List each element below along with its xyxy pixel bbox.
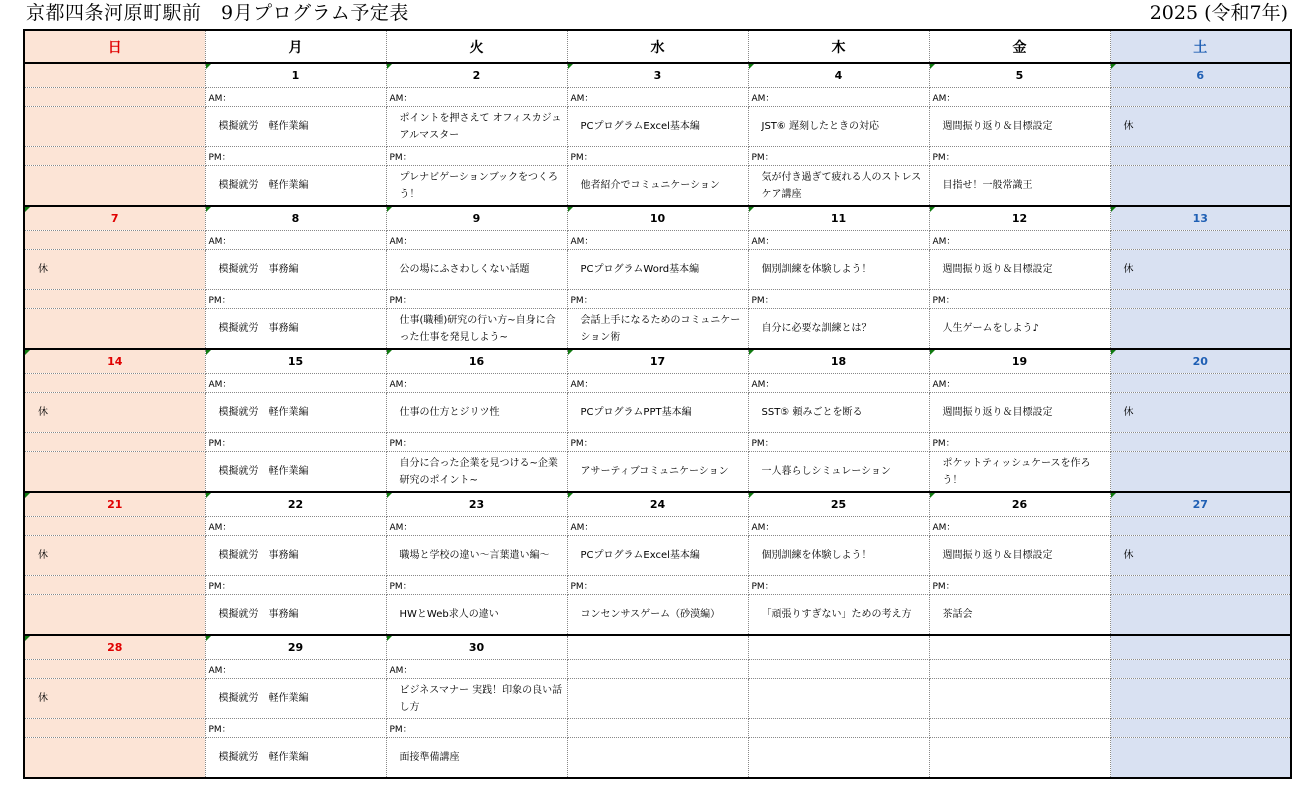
week-date-row [24,63,1291,88]
pm-program-row [24,738,1291,779]
pm-label-cell: PM： [929,290,1110,309]
day-number: 27 [1192,498,1208,511]
am-program-cell: 個別訓練を体験しよう！ [748,536,929,576]
pm-program-cell [24,166,205,207]
cell-comment-marker [387,350,392,355]
day-number: 17 [649,355,666,368]
am-label-cell: AM： [386,231,567,250]
cell-comment-marker [25,636,30,641]
pm-program-cell [24,738,205,779]
day-number: 1 [291,69,300,82]
day-number-cell [24,492,205,517]
pm-label-row [24,576,1291,595]
am-label-cell [929,660,1110,679]
am-label-cell [1110,374,1291,393]
am-program-cell: 週間振り返り＆目標設定 [929,393,1110,433]
pm-program-cell: 自分に必要な訓練とは？ [748,309,929,350]
cell-comment-marker [206,636,211,641]
pm-program-cell [24,452,205,493]
weekday-header: 木 [748,30,929,63]
day-number: 10 [649,212,666,225]
pm-label-cell [1110,719,1291,738]
pm-program-row [24,452,1291,493]
cell-comment-marker [749,64,754,69]
am-label-cell [748,660,929,679]
pm-label-cell [748,719,929,738]
pm-label-cell: PM： [929,147,1110,166]
week-date-row [24,206,1291,231]
cell-comment-marker [930,64,935,69]
am-label-cell [1110,88,1291,107]
pm-label-cell [24,290,205,309]
pm-program-cell: 仕事(職種)研究の行い方~自身に合った仕事を発見しよう~ [386,309,567,350]
day-number: 16 [468,355,485,368]
day-number: 21 [107,498,123,511]
day-number-cell [205,349,386,374]
day-number-cell [929,635,1110,660]
cell-comment-marker [387,64,392,69]
am-program-cell: 職場と学校の違い～言葉遣い編～ [386,536,567,576]
pm-label-cell [24,576,205,595]
day-number: 28 [107,641,123,654]
pm-program-cell [1110,738,1291,779]
pm-program-cell: 模擬就労 軽作業編 [205,738,386,779]
day-number-cell [1110,349,1291,374]
am-label-cell [24,374,205,393]
am-label-cell: AM： [929,517,1110,536]
am-program-cell: 休 [24,393,205,433]
cell-comment-marker [749,493,754,498]
am-label-cell: AM： [386,374,567,393]
day-number: 30 [468,641,485,654]
day-number: 13 [1192,212,1208,225]
schedule-calendar [23,29,1292,779]
week-date-row [24,349,1291,374]
day-number-cell [929,349,1110,374]
pm-label-cell: PM： [386,147,567,166]
pm-label-cell: PM： [567,147,748,166]
pm-program-cell: 「頑張りすぎない」ための考え方 [748,595,929,636]
pm-label-cell: PM： [567,576,748,595]
day-number: 26 [1011,498,1028,511]
pm-program-cell: 人生ゲームをしよう♪ [929,309,1110,350]
week-date-row [24,635,1291,660]
am-label-cell: AM： [386,517,567,536]
pm-label-cell: PM： [748,576,929,595]
pm-program-cell [1110,595,1291,636]
am-program-cell: 休 [24,250,205,290]
day-number: 24 [649,498,666,511]
pm-label-cell [567,719,748,738]
am-program-cell: JST⑥ 遅刻したときの対応 [748,107,929,147]
day-number-cell [24,635,205,660]
pm-label-cell [929,719,1110,738]
day-number: 3 [653,69,662,82]
cell-comment-marker [1111,493,1116,498]
weekday-header-row [24,30,1291,63]
pm-label-row [24,147,1291,166]
am-program-cell: 週間振り返り＆目標設定 [929,107,1110,147]
pm-label-cell: PM： [205,719,386,738]
day-number: 15 [287,355,304,368]
cell-comment-marker [25,207,30,212]
am-label-cell: AM： [748,88,929,107]
day-number: 22 [287,498,304,511]
day-number-cell [386,63,567,88]
weekday-header: 月 [205,30,386,63]
pm-program-cell [929,738,1110,779]
am-label-cell: AM： [748,231,929,250]
am-label-cell: AM： [929,88,1110,107]
am-program-cell: 週間振り返り＆目標設定 [929,536,1110,576]
am-label-cell: AM： [929,374,1110,393]
day-number-cell [205,635,386,660]
pm-program-row [24,166,1291,207]
pm-label-cell [24,719,205,738]
day-number-cell [567,63,748,88]
cell-comment-marker [387,207,392,212]
am-label-cell [1110,660,1291,679]
day-number-cell [386,492,567,517]
day-number-cell [205,206,386,231]
pm-program-cell: 目指せ！一般常識王 [929,166,1110,207]
day-number-cell [24,349,205,374]
pm-program-cell: 会話上手になるためのコミュニケーション術 [567,309,748,350]
cell-comment-marker [568,207,573,212]
day-number-cell [748,206,929,231]
cell-comment-marker [930,207,935,212]
pm-label-row [24,433,1291,452]
pm-program-cell [1110,309,1291,350]
pm-label-cell [1110,147,1291,166]
weekday-header: 土 [1110,30,1291,63]
weekday-header: 水 [567,30,748,63]
am-program-cell: 休 [1110,536,1291,576]
cell-comment-marker [25,493,30,498]
cell-comment-marker [1111,350,1116,355]
pm-label-cell: PM： [386,433,567,452]
day-number-cell [929,492,1110,517]
day-number-cell [386,635,567,660]
pm-program-cell: 自分に合った企業を見つける~企業研究のポイント~ [386,452,567,493]
am-program-cell: 休 [24,536,205,576]
am-program-cell: 模擬就労 軽作業編 [205,393,386,433]
am-program-cell: 週間振り返り＆目標設定 [929,250,1110,290]
am-label-cell [24,660,205,679]
am-program-cell: 休 [1110,393,1291,433]
cell-comment-marker [930,493,935,498]
day-number-cell [748,63,929,88]
day-number-cell [748,635,929,660]
day-number: 20 [1192,355,1208,368]
am-label-cell: AM： [205,660,386,679]
day-number: 2 [472,69,481,82]
day-number-cell [386,206,567,231]
pm-program-cell: 模擬就労 軽作業編 [205,166,386,207]
pm-label-cell: PM： [567,433,748,452]
pm-label-cell: PM： [929,576,1110,595]
am-program-cell [24,107,205,147]
pm-program-row [24,309,1291,350]
pm-program-cell [1110,452,1291,493]
pm-label-cell: PM： [567,290,748,309]
am-label-row [24,374,1291,393]
pm-label-cell: PM： [748,433,929,452]
pm-program-cell [567,738,748,779]
weekday-header: 日 [24,30,205,63]
day-number-cell [748,349,929,374]
day-number: 9 [472,212,481,225]
am-program-cell: PCプログラムExcel基本編 [567,107,748,147]
pm-label-cell: PM： [386,290,567,309]
am-program-cell: 休 [1110,250,1291,290]
year-label: 2025 (令和7年) [1149,2,1288,24]
day-number-cell [1110,206,1291,231]
cell-comment-marker [206,493,211,498]
day-number: 7 [110,212,119,225]
pm-program-cell: ポケットティッシュケースを作ろう！ [929,452,1110,493]
pm-program-cell: 面接準備講座 [386,738,567,779]
day-number-cell [567,635,748,660]
pm-label-cell [1110,576,1291,595]
am-program-cell: 模擬就労 軽作業編 [205,107,386,147]
day-number: 18 [830,355,847,368]
cell-comment-marker [568,493,573,498]
week-date-row [24,492,1291,517]
day-number-cell [1110,635,1291,660]
pm-label-cell: PM： [386,719,567,738]
am-label-cell [24,88,205,107]
am-label-cell: AM： [567,231,748,250]
pm-label-cell: PM： [748,147,929,166]
cell-comment-marker [1111,207,1116,212]
am-program-row [24,107,1291,147]
page-title: 京都四条河原町駅前 9月プログラム予定表 [26,2,409,24]
pm-label-row [24,719,1291,738]
am-program-cell: ポイントを押さえて オフィスカジュアルマスター [386,107,567,147]
day-number-cell [1110,63,1291,88]
weekday-header: 火 [386,30,567,63]
day-number-cell [567,492,748,517]
am-program-cell: PCプログラムExcel基本編 [567,536,748,576]
am-program-cell: 模擬就労 軽作業編 [205,679,386,719]
day-number-cell [1110,492,1291,517]
day-number: 6 [1196,69,1205,82]
am-program-row [24,250,1291,290]
day-number: 5 [1015,69,1024,82]
am-program-cell [929,679,1110,719]
day-number: 25 [830,498,847,511]
pm-program-cell: プレナビゲーションブックをつくろう！ [386,166,567,207]
am-label-row [24,660,1291,679]
pm-label-cell: PM： [205,576,386,595]
pm-program-cell [1110,166,1291,207]
am-label-row [24,88,1291,107]
pm-label-row [24,290,1291,309]
pm-program-cell [24,595,205,636]
am-program-cell: PCプログラムWord基本編 [567,250,748,290]
day-number-cell [567,206,748,231]
am-label-cell [24,517,205,536]
cell-comment-marker [749,350,754,355]
am-label-cell: AM： [205,231,386,250]
cell-comment-marker [749,207,754,212]
cell-comment-marker [387,493,392,498]
am-program-cell: 個別訓練を体験しよう！ [748,250,929,290]
am-label-cell: AM： [567,88,748,107]
am-program-row [24,393,1291,433]
pm-label-cell: PM： [748,290,929,309]
cell-comment-marker [387,636,392,641]
am-program-cell: SST⑤ 頼みごとを断る [748,393,929,433]
pm-program-cell: 模擬就労 事務編 [205,595,386,636]
cell-comment-marker [206,64,211,69]
am-label-cell: AM： [386,660,567,679]
day-number-cell [205,63,386,88]
day-number-cell [24,63,205,88]
am-label-cell: AM： [567,374,748,393]
am-label-row [24,231,1291,250]
pm-label-cell: PM： [205,290,386,309]
am-program-cell: 公の場にふさわしくない話題 [386,250,567,290]
am-label-cell: AM： [205,88,386,107]
am-label-cell: AM： [205,517,386,536]
pm-label-cell: PM： [929,433,1110,452]
am-program-row [24,679,1291,719]
cell-comment-marker [930,350,935,355]
cell-comment-marker [568,64,573,69]
pm-program-row [24,595,1291,636]
am-program-cell: 休 [24,679,205,719]
pm-program-cell: 模擬就労 軽作業編 [205,452,386,493]
weekday-header: 金 [929,30,1110,63]
cell-comment-marker [568,350,573,355]
am-program-cell: 仕事の仕方とジリツ性 [386,393,567,433]
day-number-cell [748,492,929,517]
am-label-cell [24,231,205,250]
am-program-cell: 休 [1110,107,1291,147]
pm-program-cell: 模擬就労 事務編 [205,309,386,350]
pm-label-cell [24,147,205,166]
day-number: 29 [287,641,304,654]
pm-label-cell [1110,290,1291,309]
day-number: 19 [1011,355,1028,368]
am-program-cell: 模擬就労 事務編 [205,536,386,576]
cell-comment-marker [206,207,211,212]
pm-program-cell: コンセンサスゲーム（砂漠編） [567,595,748,636]
pm-program-cell: 茶話会 [929,595,1110,636]
am-program-cell [1110,679,1291,719]
pm-label-cell: PM： [205,433,386,452]
am-label-cell [1110,231,1291,250]
cell-comment-marker [206,350,211,355]
am-label-cell: AM： [567,517,748,536]
cell-comment-marker [1111,64,1116,69]
pm-program-cell: 他者紹介でコミュニケーション [567,166,748,207]
am-label-cell [1110,517,1291,536]
day-number-cell [929,206,1110,231]
pm-program-cell [748,738,929,779]
pm-label-cell: PM： [386,576,567,595]
am-program-cell: ビジネスマナー 実践！印象の良い話し方 [386,679,567,719]
day-number-cell [567,349,748,374]
day-number: 11 [830,212,847,225]
day-number: 12 [1011,212,1028,225]
pm-program-cell: アサーティブコミュニケーション [567,452,748,493]
pm-label-cell: PM： [205,147,386,166]
pm-program-cell: HWとWeb求人の違い [386,595,567,636]
day-number: 4 [834,69,843,82]
day-number-cell [205,492,386,517]
cell-comment-marker [25,350,30,355]
am-program-cell: PCプログラムPPT基本編 [567,393,748,433]
pm-label-cell [24,433,205,452]
day-number: 8 [291,212,300,225]
am-label-cell: AM： [748,517,929,536]
day-number-cell [929,63,1110,88]
day-number: 23 [468,498,485,511]
am-program-cell [567,679,748,719]
pm-label-cell [1110,433,1291,452]
day-number-cell [24,206,205,231]
am-program-cell: 模擬就労 事務編 [205,250,386,290]
am-label-cell: AM： [205,374,386,393]
am-label-row [24,517,1291,536]
am-program-row [24,536,1291,576]
pm-program-cell [24,309,205,350]
am-label-cell: AM： [386,88,567,107]
pm-program-cell: 一人暮らしシミュレーション [748,452,929,493]
am-label-cell: AM： [748,374,929,393]
pm-program-cell: 気が付き過ぎて疲れる人のストレスケア講座 [748,166,929,207]
day-number: 14 [107,355,123,368]
am-label-cell: AM： [929,231,1110,250]
am-program-cell [748,679,929,719]
day-number-cell [386,349,567,374]
am-label-cell [567,660,748,679]
